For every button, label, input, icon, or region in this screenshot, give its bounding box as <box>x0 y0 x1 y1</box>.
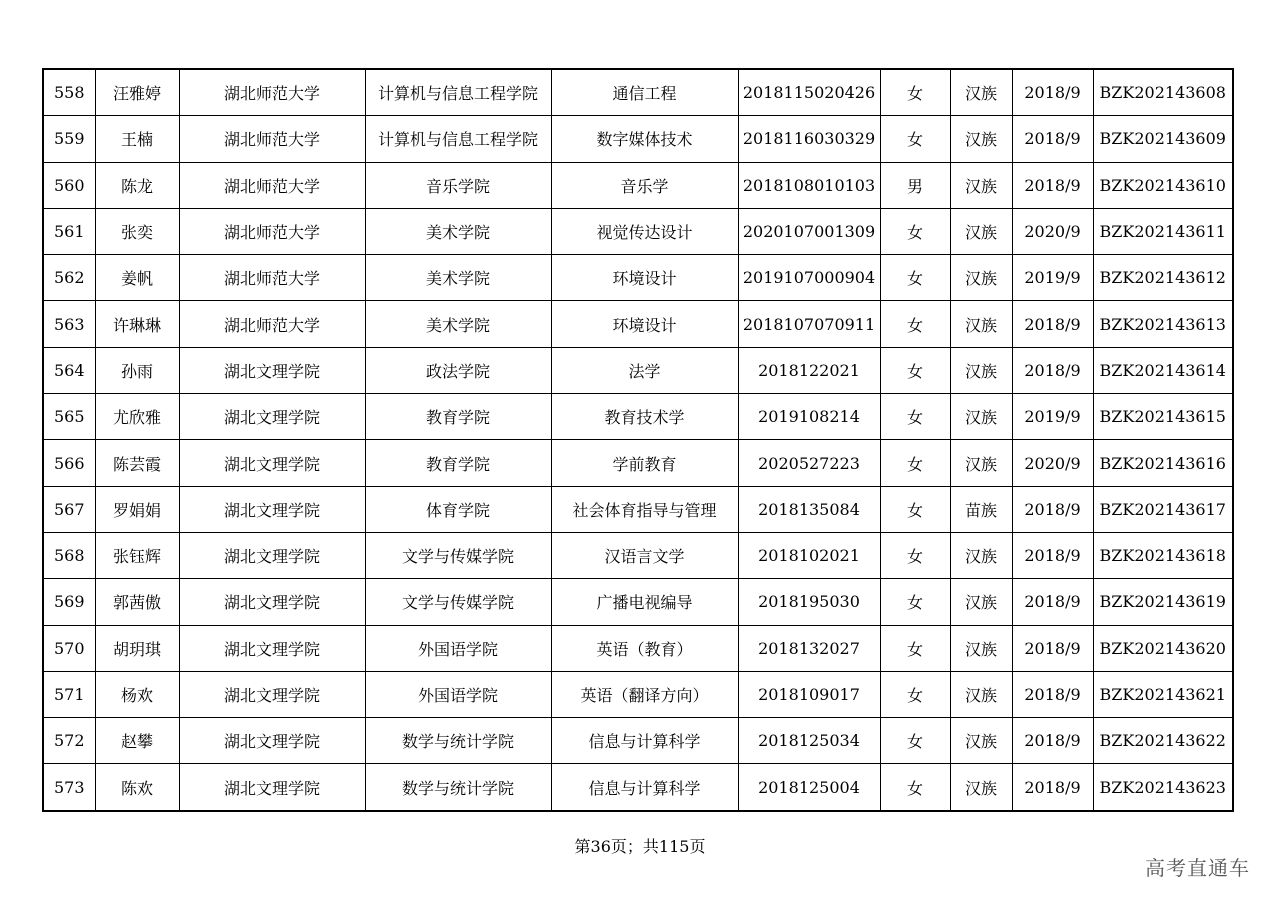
cell-enroll-date: 2018/9 <box>1012 162 1093 208</box>
cell-certificate-no: BZK202143623 <box>1093 764 1233 811</box>
cell-enroll-date: 2020/9 <box>1012 440 1093 486</box>
cell-name: 郭茜傲 <box>95 579 179 625</box>
cell-gender: 女 <box>880 69 950 116</box>
cell-number: 570 <box>43 625 95 671</box>
cell-college: 外国语学院 <box>365 671 551 717</box>
cell-ethnicity: 汉族 <box>950 162 1012 208</box>
cell-enroll-date: 2018/9 <box>1012 764 1093 811</box>
cell-certificate-no: BZK202143615 <box>1093 394 1233 440</box>
cell-student-id: 2018107070911 <box>738 301 880 347</box>
cell-college: 文学与传媒学院 <box>365 532 551 578</box>
cell-major: 法学 <box>551 347 738 393</box>
cell-school: 湖北师范大学 <box>179 301 365 347</box>
cell-ethnicity: 汉族 <box>950 718 1012 764</box>
cell-student-id: 2020107001309 <box>738 208 880 254</box>
cell-certificate-no: BZK202143611 <box>1093 208 1233 254</box>
cell-school: 湖北文理学院 <box>179 764 365 811</box>
cell-school: 湖北文理学院 <box>179 486 365 532</box>
cell-certificate-no: BZK202143617 <box>1093 486 1233 532</box>
cell-school: 湖北师范大学 <box>179 208 365 254</box>
cell-enroll-date: 2018/9 <box>1012 347 1093 393</box>
cell-college: 数学与统计学院 <box>365 764 551 811</box>
cell-major: 英语（翻译方向） <box>551 671 738 717</box>
cell-ethnicity: 汉族 <box>950 116 1012 162</box>
cell-college: 美术学院 <box>365 301 551 347</box>
cell-name: 孙雨 <box>95 347 179 393</box>
cell-school: 湖北文理学院 <box>179 440 365 486</box>
cell-enroll-date: 2018/9 <box>1012 579 1093 625</box>
cell-certificate-no: BZK202143621 <box>1093 671 1233 717</box>
roster-table <box>42 68 1234 812</box>
cell-name: 姜帆 <box>95 255 179 301</box>
table-row <box>43 579 1233 625</box>
table-row <box>43 394 1233 440</box>
cell-gender: 女 <box>880 671 950 717</box>
cell-number: 558 <box>43 69 95 116</box>
cell-certificate-no: BZK202143618 <box>1093 532 1233 578</box>
cell-number: 565 <box>43 394 95 440</box>
cell-college: 计算机与信息工程学院 <box>365 69 551 116</box>
cell-name: 尤欣雅 <box>95 394 179 440</box>
cell-college: 音乐学院 <box>365 162 551 208</box>
cell-student-id: 2018108010103 <box>738 162 880 208</box>
table-row <box>43 625 1233 671</box>
cell-number: 561 <box>43 208 95 254</box>
cell-ethnicity: 汉族 <box>950 394 1012 440</box>
cell-gender: 女 <box>880 625 950 671</box>
cell-gender: 女 <box>880 116 950 162</box>
cell-enroll-date: 2018/9 <box>1012 625 1093 671</box>
table-row <box>43 671 1233 717</box>
cell-school: 湖北师范大学 <box>179 116 365 162</box>
cell-ethnicity: 汉族 <box>950 301 1012 347</box>
cell-ethnicity: 汉族 <box>950 208 1012 254</box>
cell-college: 美术学院 <box>365 208 551 254</box>
page-number: 第36页；共115页 <box>574 837 706 856</box>
table-row <box>43 255 1233 301</box>
cell-major: 广播电视编导 <box>551 579 738 625</box>
cell-college: 外国语学院 <box>365 625 551 671</box>
cell-gender: 女 <box>880 301 950 347</box>
cell-gender: 女 <box>880 347 950 393</box>
cell-enroll-date: 2019/9 <box>1012 255 1093 301</box>
cell-name: 张奕 <box>95 208 179 254</box>
table-body <box>43 69 1233 811</box>
cell-name: 杨欢 <box>95 671 179 717</box>
table-row <box>43 208 1233 254</box>
cell-major: 环境设计 <box>551 255 738 301</box>
cell-student-id: 2018116030329 <box>738 116 880 162</box>
cell-gender: 女 <box>880 394 950 440</box>
cell-number: 571 <box>43 671 95 717</box>
cell-college: 体育学院 <box>365 486 551 532</box>
table-row <box>43 347 1233 393</box>
cell-college: 计算机与信息工程学院 <box>365 116 551 162</box>
cell-name: 汪雅婷 <box>95 69 179 116</box>
cell-college: 教育学院 <box>365 394 551 440</box>
cell-ethnicity: 汉族 <box>950 255 1012 301</box>
cell-school: 湖北文理学院 <box>179 671 365 717</box>
cell-ethnicity: 汉族 <box>950 532 1012 578</box>
cell-school: 湖北文理学院 <box>179 532 365 578</box>
cell-student-id: 2019108214 <box>738 394 880 440</box>
cell-certificate-no: BZK202143616 <box>1093 440 1233 486</box>
cell-student-id: 2018132027 <box>738 625 880 671</box>
cell-certificate-no: BZK202143612 <box>1093 255 1233 301</box>
cell-student-id: 2018125004 <box>738 764 880 811</box>
table-row <box>43 718 1233 764</box>
cell-name: 许琳琳 <box>95 301 179 347</box>
cell-gender: 女 <box>880 718 950 764</box>
cell-major: 数字媒体技术 <box>551 116 738 162</box>
cell-student-id: 2018125034 <box>738 718 880 764</box>
cell-student-id: 2018115020426 <box>738 69 880 116</box>
cell-enroll-date: 2019/9 <box>1012 394 1093 440</box>
table-row <box>43 116 1233 162</box>
cell-college: 政法学院 <box>365 347 551 393</box>
cell-student-id: 2018122021 <box>738 347 880 393</box>
cell-number: 568 <box>43 532 95 578</box>
cell-major: 学前教育 <box>551 440 738 486</box>
cell-major: 音乐学 <box>551 162 738 208</box>
cell-name: 王楠 <box>95 116 179 162</box>
cell-number: 569 <box>43 579 95 625</box>
cell-number: 566 <box>43 440 95 486</box>
cell-ethnicity: 汉族 <box>950 440 1012 486</box>
cell-student-id: 2018102021 <box>738 532 880 578</box>
table-row <box>43 532 1233 578</box>
cell-certificate-no: BZK202143620 <box>1093 625 1233 671</box>
cell-student-id: 2018195030 <box>738 579 880 625</box>
table-row <box>43 486 1233 532</box>
cell-gender: 女 <box>880 579 950 625</box>
cell-name: 赵攀 <box>95 718 179 764</box>
cell-major: 视觉传达设计 <box>551 208 738 254</box>
table-row <box>43 162 1233 208</box>
cell-ethnicity: 汉族 <box>950 69 1012 116</box>
cell-school: 湖北师范大学 <box>179 162 365 208</box>
cell-college: 教育学院 <box>365 440 551 486</box>
cell-number: 567 <box>43 486 95 532</box>
table-row <box>43 69 1233 116</box>
cell-enroll-date: 2018/9 <box>1012 116 1093 162</box>
cell-number: 572 <box>43 718 95 764</box>
cell-certificate-no: BZK202143613 <box>1093 301 1233 347</box>
cell-certificate-no: BZK202143622 <box>1093 718 1233 764</box>
cell-gender: 女 <box>880 532 950 578</box>
cell-ethnicity: 汉族 <box>950 671 1012 717</box>
cell-school: 湖北文理学院 <box>179 718 365 764</box>
cell-ethnicity: 汉族 <box>950 579 1012 625</box>
cell-school: 湖北文理学院 <box>179 625 365 671</box>
cell-school: 湖北师范大学 <box>179 69 365 116</box>
cell-gender: 男 <box>880 162 950 208</box>
cell-ethnicity: 汉族 <box>950 625 1012 671</box>
table-row <box>43 440 1233 486</box>
watermark-logo: 高考直通车 <box>1145 856 1250 880</box>
cell-ethnicity: 苗族 <box>950 486 1012 532</box>
cell-certificate-no: BZK202143614 <box>1093 347 1233 393</box>
cell-number: 560 <box>43 162 95 208</box>
cell-ethnicity: 汉族 <box>950 764 1012 811</box>
cell-gender: 女 <box>880 764 950 811</box>
cell-gender: 女 <box>880 255 950 301</box>
cell-enroll-date: 2018/9 <box>1012 69 1093 116</box>
cell-enroll-date: 2018/9 <box>1012 718 1093 764</box>
cell-number: 564 <box>43 347 95 393</box>
cell-name: 陈龙 <box>95 162 179 208</box>
cell-major: 英语（教育） <box>551 625 738 671</box>
cell-gender: 女 <box>880 208 950 254</box>
cell-number: 573 <box>43 764 95 811</box>
cell-enroll-date: 2018/9 <box>1012 301 1093 347</box>
cell-school: 湖北文理学院 <box>179 347 365 393</box>
cell-major: 信息与计算科学 <box>551 718 738 764</box>
cell-major: 环境设计 <box>551 301 738 347</box>
cell-number: 559 <box>43 116 95 162</box>
cell-enroll-date: 2020/9 <box>1012 208 1093 254</box>
cell-enroll-date: 2018/9 <box>1012 532 1093 578</box>
cell-certificate-no: BZK202143609 <box>1093 116 1233 162</box>
cell-name: 胡玥琪 <box>95 625 179 671</box>
cell-certificate-no: BZK202143610 <box>1093 162 1233 208</box>
cell-number: 563 <box>43 301 95 347</box>
cell-name: 陈欢 <box>95 764 179 811</box>
cell-school: 湖北文理学院 <box>179 579 365 625</box>
table-row <box>43 301 1233 347</box>
cell-major: 通信工程 <box>551 69 738 116</box>
cell-college: 美术学院 <box>365 255 551 301</box>
cell-major: 信息与计算科学 <box>551 764 738 811</box>
table-row <box>43 764 1233 811</box>
cell-major: 汉语言文学 <box>551 532 738 578</box>
cell-college: 数学与统计学院 <box>365 718 551 764</box>
cell-gender: 女 <box>880 440 950 486</box>
cell-certificate-no: BZK202143619 <box>1093 579 1233 625</box>
cell-major: 教育技术学 <box>551 394 738 440</box>
cell-enroll-date: 2018/9 <box>1012 486 1093 532</box>
cell-school: 湖北师范大学 <box>179 255 365 301</box>
cell-school: 湖北文理学院 <box>179 394 365 440</box>
cell-name: 陈芸霞 <box>95 440 179 486</box>
cell-gender: 女 <box>880 486 950 532</box>
cell-student-id: 2018109017 <box>738 671 880 717</box>
cell-name: 张钰辉 <box>95 532 179 578</box>
cell-ethnicity: 汉族 <box>950 347 1012 393</box>
cell-college: 文学与传媒学院 <box>365 579 551 625</box>
cell-number: 562 <box>43 255 95 301</box>
cell-name: 罗娟娟 <box>95 486 179 532</box>
cell-certificate-no: BZK202143608 <box>1093 69 1233 116</box>
cell-student-id: 2018135084 <box>738 486 880 532</box>
cell-enroll-date: 2018/9 <box>1012 671 1093 717</box>
cell-student-id: 2020527223 <box>738 440 880 486</box>
cell-student-id: 2019107000904 <box>738 255 880 301</box>
cell-major: 社会体育指导与管理 <box>551 486 738 532</box>
